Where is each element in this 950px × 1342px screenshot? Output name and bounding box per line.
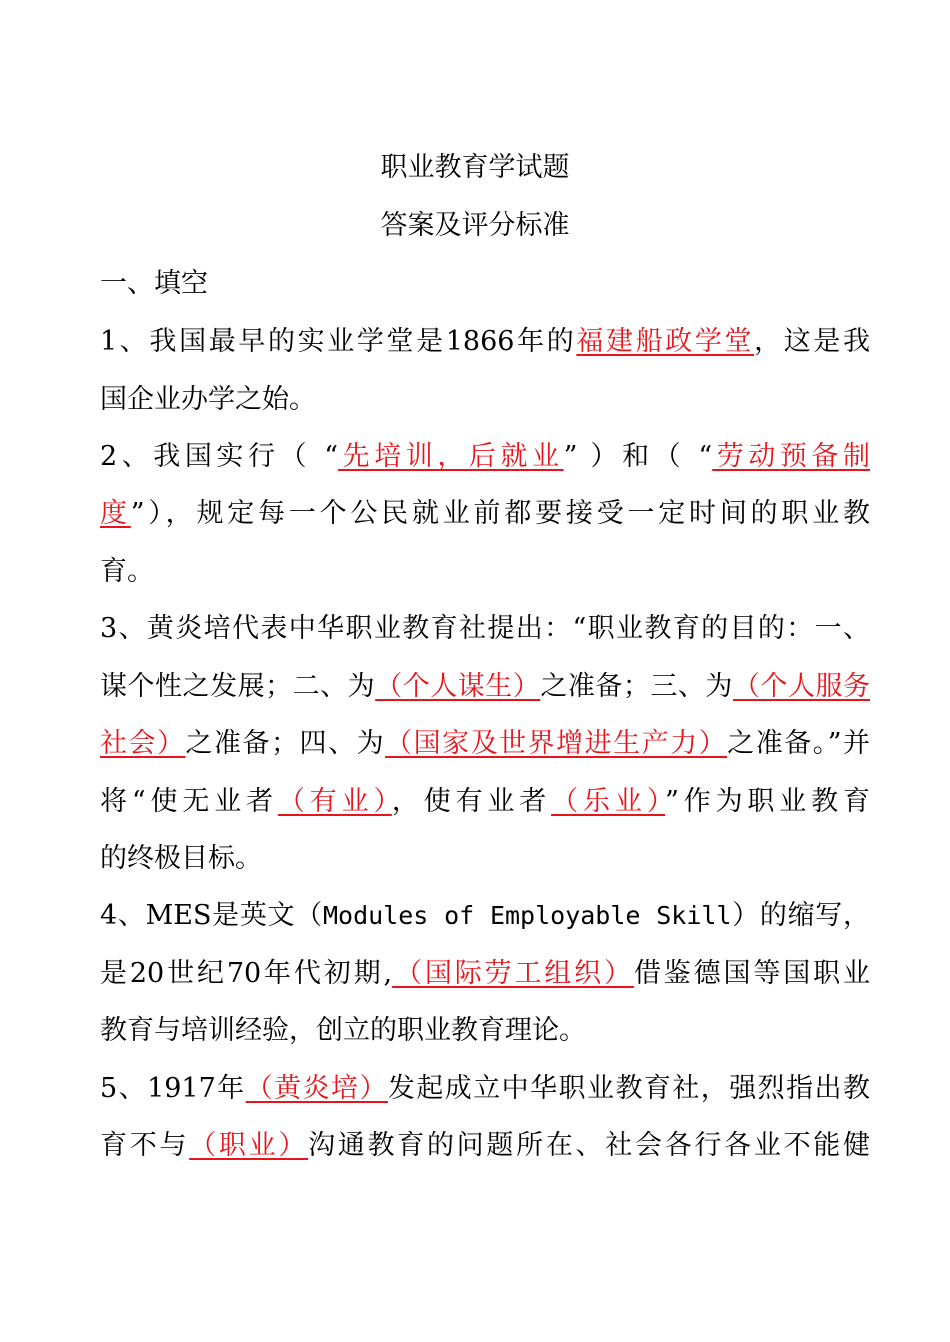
answer-text: （国际劳工组织） — [392, 958, 634, 989]
question-3-line-4: 将“使无业者（有业），使有业者（乐业）”作为职业教育 — [100, 786, 870, 817]
document-title: 职业教育学试题 — [380, 152, 570, 183]
question-3-line-1: 3、黄炎培代表中华职业教育社提出：“职业教育的目的：一、 — [100, 613, 870, 644]
answer-text: （国家及世界增进生产力） — [385, 728, 728, 759]
question-2-line-2: 度”），规定每一个公民就业前都要接受一定时间的职业教 — [100, 498, 870, 529]
answer-text: 先培训，后就业 — [338, 441, 564, 472]
document-subtitle: 答案及评分标准 — [380, 210, 570, 241]
answer-text: （职业） — [189, 1130, 309, 1161]
question-4-line-3: 教育与培训经验，创立的职业教育理论。 — [100, 1015, 586, 1046]
question-5-line-2: 育不与（职业）沟通教育的问题所在、社会各行各业不能健 — [100, 1130, 871, 1161]
question-5-line-1: 5、1917年（黄炎培）发起成立中华职业教育社，强烈指出教 — [100, 1073, 870, 1104]
question-3-line-2: 谋个性之发展；二、为（个人谋生）之准备；三、为（个人服务 — [100, 671, 871, 702]
answer-text: （个人谋生） — [375, 671, 541, 702]
question-3-line-5: 的终极目标。 — [100, 843, 262, 874]
question-4-line-1: 4、MES是英文（Modules of Employable Skill）的缩写， — [100, 900, 870, 931]
answer-text: （乐业） — [551, 786, 666, 817]
question-4-line-2: 是20世纪70年代初期,（国际劳工组织）借鉴德国等国职业 — [100, 958, 871, 989]
answer-text: 度 — [100, 498, 131, 529]
question-2-line-3: 育。 — [100, 556, 154, 587]
english-term: Modules of Employable Skill — [322, 901, 732, 930]
answer-text: （黄炎培） — [245, 1073, 388, 1104]
answer-text: （有业） — [277, 786, 392, 817]
question-2-line-1: 2、我国实行（ “先培训，后就业” ）和（ “劳动预备制 — [100, 441, 871, 472]
answer-text: 社会） — [100, 728, 186, 759]
answer-text: 劳动预备制 — [712, 441, 871, 472]
question-1-line-1: 1、我国最早的实业学堂是1866年的福建船政学堂，这是我 — [100, 326, 871, 357]
question-1-line-2: 国企业办学之始。 — [100, 384, 316, 415]
answer-text: （个人服务 — [732, 671, 871, 702]
section-heading-fill-blank: 一、填空 — [100, 268, 208, 299]
answer-text: 福建船政学堂 — [576, 326, 755, 357]
question-3-line-3: 社会）之准备；四、为（国家及世界增进生产力）之准备。”并 — [100, 728, 871, 759]
